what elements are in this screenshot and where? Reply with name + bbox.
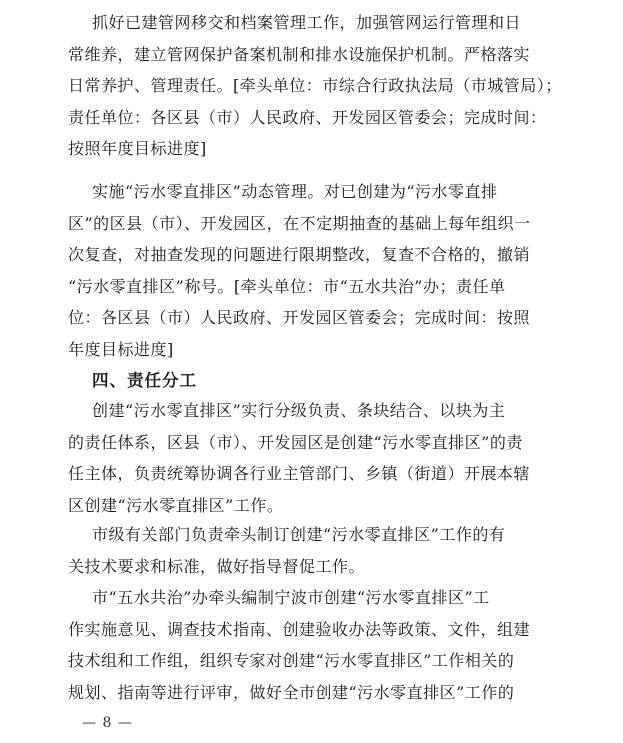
text-line: 任主体，负责统筹协调各行业主管部门、乡镇（街道）开展本辖: [68, 464, 531, 483]
paragraph-wushui-office: [68, 582, 538, 708]
paragraph-responsibility-system: [68, 395, 538, 521]
section-heading-responsibility: 四、责任分工: [92, 371, 197, 390]
text-line: 的责任体系，区县（市）、开发园区是创建“污水零直排区”的责: [68, 432, 523, 452]
text-line: 市级有关部门负责牵头制订创建“污水零直排区”工作的有: [92, 525, 506, 544]
text-line: 日常养护、管理责任。[牵头单位：市综合行政执法局（市城管局）；: [68, 76, 562, 95]
text-line: 区”的区县（市）、开发园区，在不定期抽查的基础上每年组织一: [68, 213, 531, 233]
text-line: “污水零直排区”称号。[牵头单位：市“五水共治”办；责任单: [68, 276, 506, 296]
paragraph-pipe-network-management: [68, 7, 562, 165]
text-line: 技术组和工作组，组织专家对创建“污水零直排区”工作相关的: [68, 651, 515, 670]
text-line: 创建“污水零直排区”实行分级负责、条块结合、以块为主: [92, 401, 506, 420]
text-line: 作实施意见、调查技术指南、创建验收办法等政策、文件，组建: [68, 619, 531, 639]
paragraph-municipal-departments: [68, 519, 538, 582]
text-line: 年度目标进度]: [68, 339, 174, 359]
paragraph-dynamic-management: [68, 176, 538, 365]
page-number: — 8 —: [82, 715, 133, 731]
text-line: 常维养，建立管网保护备案机制和排水设施保护机制。严格落实: [68, 44, 531, 64]
text-line: 规划、指南等进行评审，做好全市创建“污水零直排区”工作的: [68, 682, 515, 702]
text-line: 实施“污水零直排区”动态管理。对已创建为“污水零直排: [92, 182, 498, 201]
text-line: 抓好已建管网移交和档案管理工作，加强管网运行管理和日: [92, 13, 522, 32]
text-line: 位：各区县（市）人民政府、开发园区管委会；完成时间：按照: [68, 308, 531, 327]
text-line: 市“五水共治”办牵头编制宁波市创建“污水零直排区”工: [92, 588, 490, 607]
text-line: 按照年度目标进度]: [68, 139, 207, 158]
text-line: 次复查，对抽查发现的问题进行限期整改，复查不合格的，撤销: [68, 245, 531, 264]
text-line: 关技术要求和标准，做好指导督促工作。: [68, 556, 366, 576]
text-line: 责任单位：各区县（市）人民政府、开发园区管委会；完成时间：: [68, 107, 547, 127]
text-line: 区创建“污水零直排区”工作。: [68, 495, 284, 515]
